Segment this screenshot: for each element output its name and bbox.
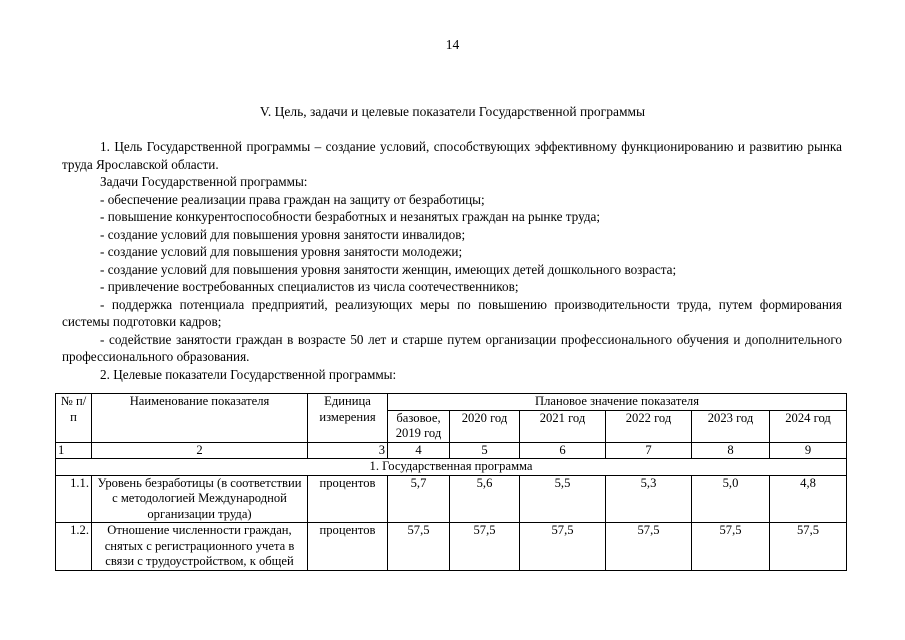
task-item: - обеспечение реализации права граждан на защиту от безработицы; [100, 191, 485, 207]
header-unit: Единица измерения [308, 394, 388, 443]
column-number: 9 [770, 442, 847, 459]
row-value: 5,5 [520, 475, 606, 523]
header-year: 2024 год [770, 410, 847, 442]
row-num: 1.2. [56, 523, 92, 571]
table-row [56, 475, 847, 523]
column-number: 8 [692, 442, 770, 459]
row-value: 5,7 [388, 475, 450, 523]
header-plan: Плановое значение показателя [388, 394, 847, 411]
indicators-table [55, 393, 847, 571]
row-value: 5,6 [450, 475, 520, 523]
row-value: 57,5 [388, 523, 450, 571]
task-item: - создание условий для повышения уровня занятости молодежи; [100, 244, 463, 259]
column-number: 3 [308, 442, 388, 459]
column-number: 5 [450, 442, 520, 459]
task-item: - поддержка потенциала предприятий, реализующих меры по повышению производительности труда, путем формирования системы подготовки кадров; [62, 296, 842, 329]
row-value: 4,8 [770, 475, 847, 523]
table-row [56, 523, 847, 571]
header-year: 2021 год [520, 410, 606, 442]
row-name: Отношение численности граждан, снятых с регистрационного учета в связи с трудоустройством, к общей [92, 523, 308, 571]
row-value: 5,0 [692, 475, 770, 523]
task-item: - повышение конкурентоспособности безработных и незанятых граждан на рынке труда; [100, 209, 601, 224]
column-number: 4 [388, 442, 450, 459]
column-numbers-row [56, 442, 847, 459]
column-number: 2 [92, 442, 308, 459]
header-year: 2020 год [450, 410, 520, 442]
indicators-title: 2. Целевые показатели Государственной программы: [100, 366, 397, 382]
section-heading: V. Цель, задачи и целевые показатели Государственной программы [259, 104, 646, 119]
section-row [56, 459, 847, 476]
row-value: 57,5 [770, 523, 847, 571]
task-item: - содействие занятости граждан в возрасте 50 лет и старше путем организации профессионального обучения и дополнительного профессионального образования. [62, 331, 842, 364]
document-body [62, 138, 842, 383]
task-item: - привлечение востребованных специалистов из числа соотечественников; [100, 279, 519, 294]
column-number: 7 [606, 442, 692, 459]
row-value: 57,5 [692, 523, 770, 571]
row-unit: процентов [308, 475, 388, 523]
header-year: базовое, 2019 год [388, 410, 450, 442]
column-number: 6 [520, 442, 606, 459]
header-num: № п/п [56, 394, 92, 443]
row-value: 5,3 [606, 475, 692, 523]
section-title: 1. Государственная программа [56, 459, 847, 476]
row-value: 57,5 [520, 523, 606, 571]
task-item: - создание условий для повышения уровня занятости женщин, имеющих детей дошкольного возраста; [100, 261, 677, 277]
header-year: 2022 год [606, 410, 692, 442]
row-value: 57,5 [450, 523, 520, 571]
row-unit: процентов [308, 523, 388, 571]
header-year: 2023 год [692, 410, 770, 442]
row-value: 57,5 [606, 523, 692, 571]
column-number: 1 [56, 442, 92, 459]
row-num: 1.1. [56, 475, 92, 523]
page-number: 14 [445, 37, 460, 52]
header-name: Наименование показателя [92, 394, 308, 443]
task-item: - создание условий для повышения уровня занятости инвалидов; [100, 226, 466, 242]
table-header-row [56, 394, 847, 411]
tasks-title: Задачи Государственной программы: [100, 174, 308, 189]
goal-paragraph: 1. Цель Государственной программы – создание условий, способствующих эффективному функционированию и развитию рынка труда Ярославской области. [62, 139, 842, 172]
row-name: Уровень безработицы (в соответствии с методологией Международной организации труда) [92, 475, 308, 523]
